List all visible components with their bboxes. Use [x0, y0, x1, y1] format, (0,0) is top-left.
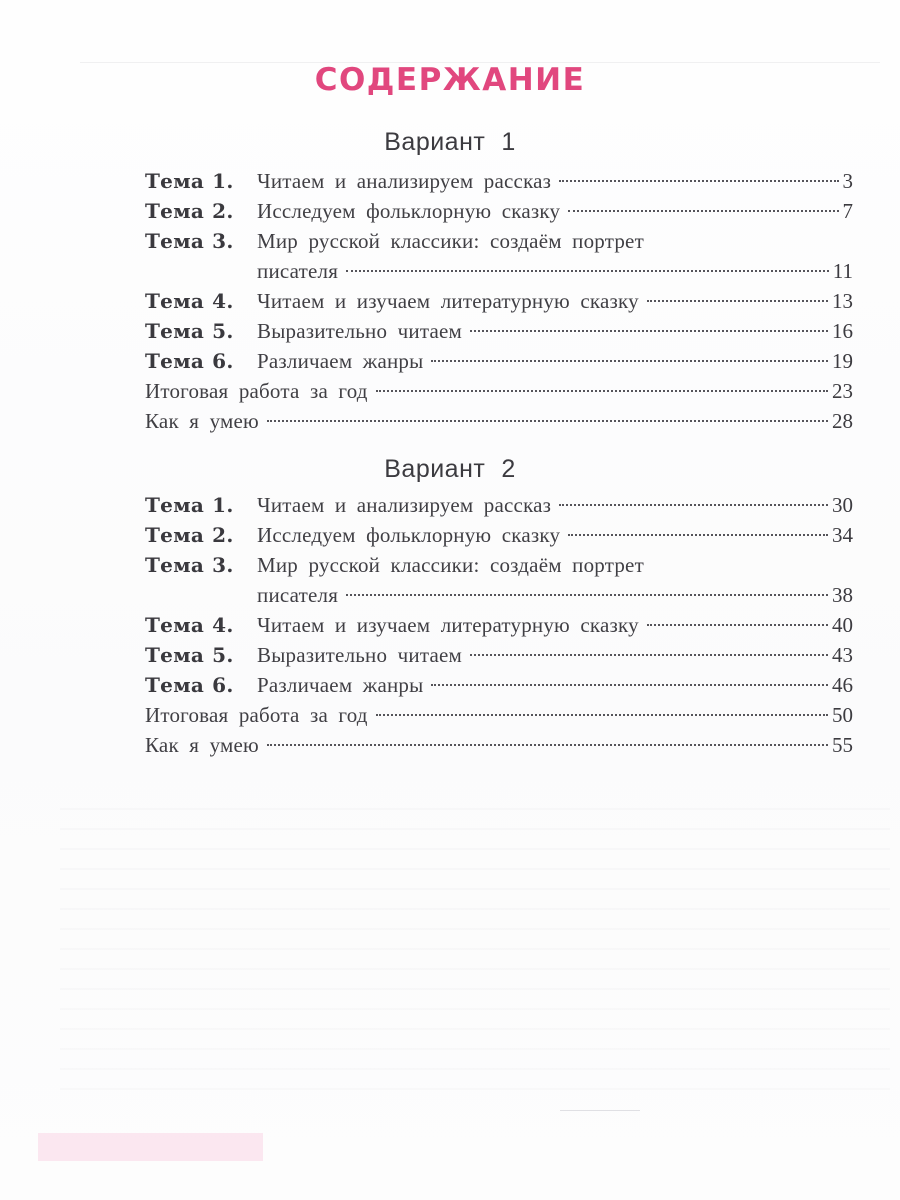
dot-leader — [431, 683, 828, 686]
toc-entry-title-continued: писателя — [257, 583, 339, 607]
pink-print-strip — [38, 1133, 263, 1161]
toc-entry-page: 11 — [832, 259, 853, 283]
toc-entry-title: Итоговая работа за год — [145, 379, 368, 403]
dot-leader — [267, 743, 828, 746]
toc-entry[interactable] — [145, 520, 853, 550]
toc-entry-page: 7 — [842, 199, 853, 223]
toc-entry-page: 19 — [832, 349, 853, 373]
toc-entry[interactable] — [145, 226, 853, 286]
dot-leader — [346, 593, 828, 596]
toc-entry-title: Выразительно читаем — [257, 319, 462, 343]
toc-entry-label: Тема 2. — [145, 523, 234, 547]
toc-entry-title: Мир русской классики: создаём портрет — [257, 229, 644, 253]
dot-leader — [647, 623, 828, 626]
toc-entry-title: Читаем и изучаем литературную сказку — [257, 613, 639, 637]
toc-entry-page: 28 — [832, 409, 853, 433]
variant-heading-label: Вариант — [384, 128, 486, 156]
dot-leader — [559, 503, 828, 506]
toc-entry[interactable] — [145, 640, 853, 670]
toc-entry[interactable] — [145, 196, 853, 226]
toc-entry-title: Читаем и изучаем литературную сказку — [257, 289, 639, 313]
toc-entry-page: 43 — [832, 643, 853, 667]
dot-leader — [346, 269, 829, 272]
toc-entry-title: Как я умею — [145, 733, 259, 757]
toc-entry-label: Тема 5. — [145, 319, 234, 343]
toc-entry-title: Как я умею — [145, 409, 259, 433]
toc-entry-title: Мир русской классики: создаём портрет — [257, 553, 644, 577]
toc-entry-title: Читаем и анализируем рассказ — [257, 169, 552, 193]
toc-entry-page: 16 — [832, 319, 853, 343]
toc-entry-page: 55 — [832, 733, 853, 757]
toc-entry[interactable] — [145, 490, 853, 520]
toc-entry-title: Читаем и анализируем рассказ — [257, 493, 552, 517]
toc-entry-title: Итоговая работа за год — [145, 703, 368, 727]
bleed-through-text-area — [60, 790, 890, 1090]
toc-entry-page: 40 — [832, 613, 853, 637]
page-title: СОДЕРЖАНИЕ — [314, 62, 586, 98]
toc-entry[interactable] — [145, 610, 853, 640]
dot-leader — [559, 179, 838, 182]
dot-leader — [647, 299, 828, 302]
toc-entry-page: 13 — [832, 289, 853, 313]
dot-leader — [568, 533, 828, 536]
toc-entry-title-continued: писателя — [257, 259, 339, 283]
toc-entry[interactable] — [145, 670, 853, 700]
toc-entry[interactable] — [145, 286, 853, 316]
toc-entry-title: Различаем жанры — [257, 349, 424, 373]
toc-entry-label: Тема 2. — [145, 199, 234, 223]
toc-entry[interactable] — [145, 346, 853, 376]
toc-entry-page: 30 — [832, 493, 853, 517]
variant-2-heading — [0, 455, 900, 484]
toc-entry[interactable] — [145, 316, 853, 346]
toc-entry-page: 34 — [832, 523, 853, 547]
toc-entry-label: Тема 5. — [145, 643, 234, 667]
toc-entry-page: 50 — [832, 703, 853, 727]
toc-entry-label: Тема 6. — [145, 673, 234, 697]
toc-entry-label: Тема 3. — [145, 229, 234, 253]
dot-leader — [568, 209, 838, 212]
toc-entry-title: Выразительно читаем — [257, 643, 462, 667]
toc-entry-title: Различаем жанры — [257, 673, 424, 697]
variant-heading-number: 2 — [501, 455, 516, 483]
toc-entry-label: Тема 1. — [145, 493, 234, 517]
toc-entry-final-test[interactable] — [145, 700, 853, 730]
toc-entry-label: Тема 3. — [145, 553, 234, 577]
variant-heading-label: Вариант — [384, 455, 486, 483]
toc-entry-label: Тема 6. — [145, 349, 234, 373]
variant-1-heading — [0, 128, 900, 157]
dot-leader — [376, 713, 828, 716]
toc-entry[interactable] — [145, 166, 853, 196]
variant-heading-number: 1 — [501, 128, 516, 156]
dot-leader — [376, 389, 828, 392]
toc-entry-page: 23 — [832, 379, 853, 403]
bleed-through-mark — [560, 1110, 640, 1111]
dot-leader — [267, 419, 828, 422]
dot-leader — [431, 359, 828, 362]
toc-entry-final-test[interactable] — [145, 376, 853, 406]
toc-entry[interactable] — [145, 550, 853, 610]
dot-leader — [470, 653, 828, 656]
toc-entry-title: Исследуем фольклорную сказку — [257, 523, 561, 547]
toc-entry-self-check[interactable] — [145, 406, 853, 436]
dot-leader — [470, 329, 828, 332]
toc-variant-1 — [145, 166, 853, 436]
toc-entry-title: Исследуем фольклорную сказку — [257, 199, 561, 223]
bleed-through-header — [80, 44, 880, 63]
toc-entry-self-check[interactable] — [145, 730, 853, 760]
toc-entry-page: 3 — [842, 169, 853, 193]
toc-entry-label: Тема 4. — [145, 289, 234, 313]
toc-variant-2 — [145, 490, 853, 760]
toc-entry-page: 46 — [832, 673, 853, 697]
toc-entry-label: Тема 1. — [145, 169, 234, 193]
toc-entry-label: Тема 4. — [145, 613, 234, 637]
toc-entry-page: 38 — [832, 583, 853, 607]
